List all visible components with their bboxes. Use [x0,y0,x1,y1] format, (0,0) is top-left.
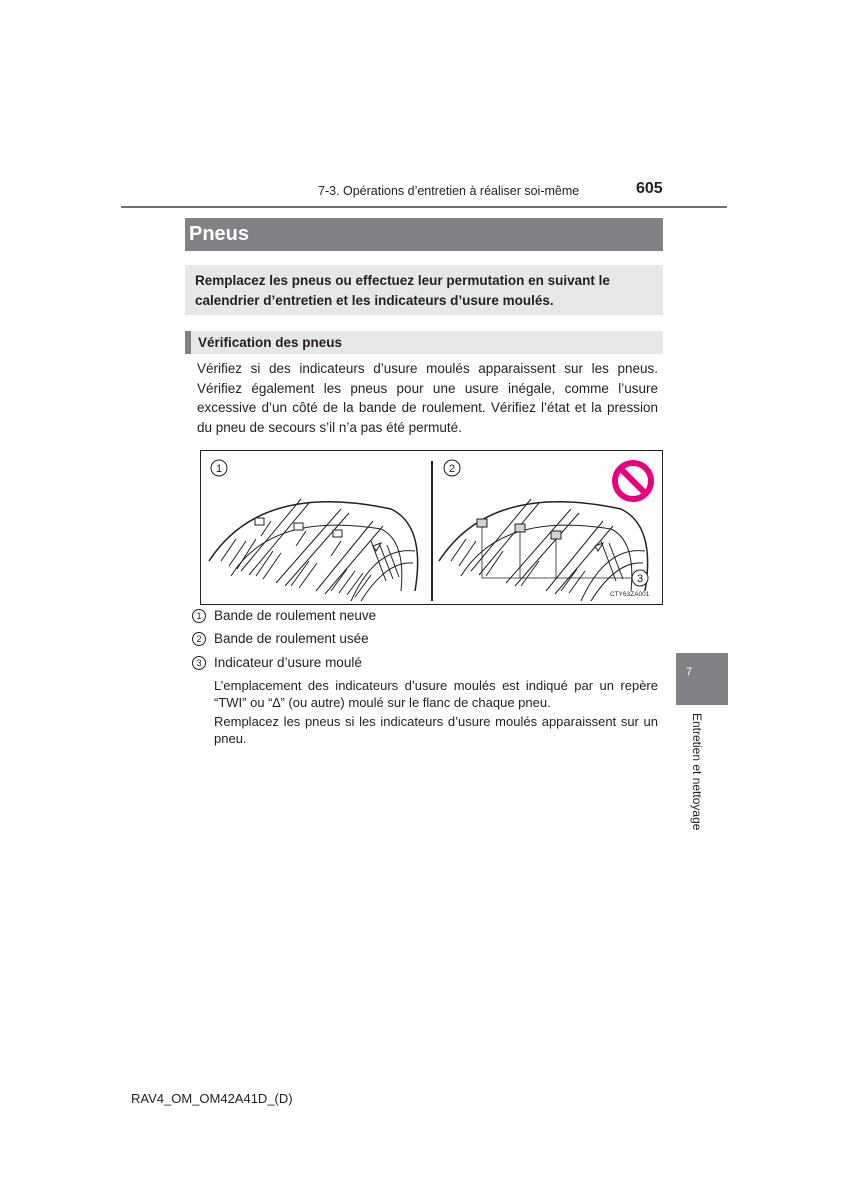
subsection-body: Vérifiez si des indicateurs d’usure moulés apparaissent sur les pneus. Vérifiez également les pneus pour une usure inégale, comme l’usure excessive d’un côté de la bande de roulement. Vérifiez l’état et la pression du pneu de secours s’il n’a pas été permuté. [197,361,658,435]
legend-number: 3 [192,656,206,670]
svg-text:3: 3 [636,573,644,585]
tire-drawing [201,451,662,604]
intro-box: Remplacez les pneus ou effectuez leur permutation en suivant le calendrier d’entretien et les indicateurs d’usure moulés. [185,265,663,315]
prohibition-icon [615,463,651,499]
callout-1 [211,460,227,476]
page-number: 605 [636,180,663,197]
callout-3 [632,570,648,586]
callout-2 [444,460,460,476]
legend-number: 1 [192,609,206,623]
header-rule [121,206,727,208]
running-header: 7-3. Opérations d’entretien à réaliser soi-même [318,184,580,198]
note-paragraph: L’emplacement des indicateurs d’usure moulés est indiqué par un repère “TWI” ou “∆” (ou autre) moulé sur le flanc de chaque pneu. [214,678,658,710]
footer-code: RAV4_OM_OM42A41D_(D) [131,1091,293,1106]
chapter-label: Entretien et nettoyage [690,713,704,831]
legend-item [192,607,376,625]
worn-tread-indicators [477,519,603,551]
legend-number: 2 [192,632,206,646]
subsection-title: Vérification des pneus [185,331,663,354]
chapter-tab: 7 [676,653,728,705]
legend-label: Bande de roulement neuve [214,608,377,623]
note-paragraph: Remplacez les pneus si les indicateurs d’usure moulés apparaissent sur un pneu. [214,714,658,746]
legend-label: Bande de roulement usée [214,631,369,646]
legend-label: Indicateur d’usure moulé [214,655,362,670]
svg-text:2: 2 [448,463,456,475]
legend-item [192,630,369,648]
new-tread-tire [209,499,418,601]
tire-illustration [200,450,663,605]
figure-code: CTY63ZA001 [610,591,650,598]
svg-text:1: 1 [215,463,223,475]
legend-item [192,654,362,672]
page-title: Pneus [185,218,663,251]
worn-tread-tire [439,499,648,601]
